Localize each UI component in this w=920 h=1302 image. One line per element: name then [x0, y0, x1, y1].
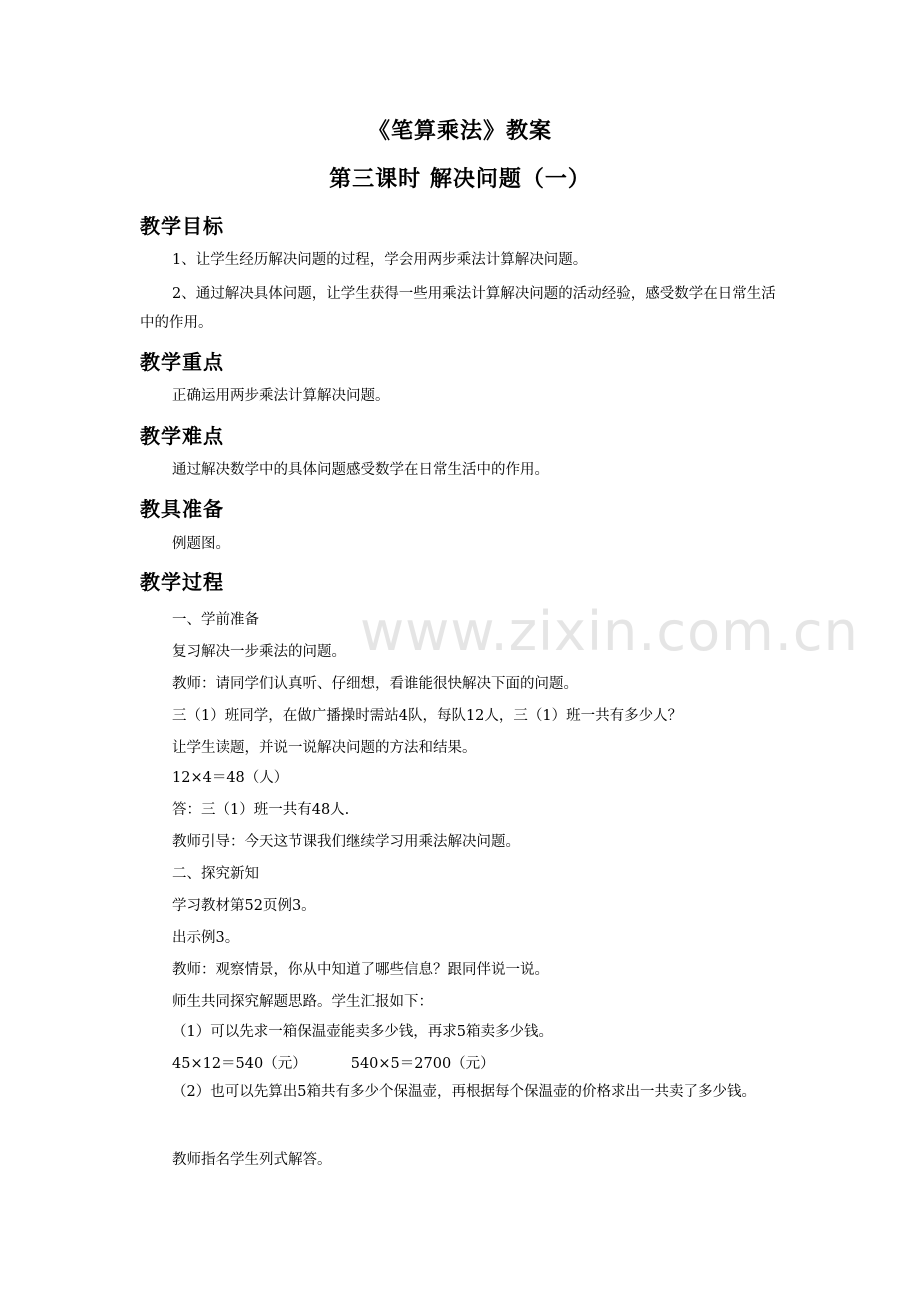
- process-line: 三（1）班同学，在做广播操时需站4队，每队12人，三（1）班一共有多少人？: [172, 708, 683, 724]
- process-line: 答：三（1）班一共有48人.: [172, 802, 350, 818]
- process-line: 教师引导：今天这节课我们继续学习用乘法解决问题。: [172, 834, 520, 850]
- process-line: 一、学前准备: [172, 612, 259, 628]
- watermark-logo: www.zixin.com.cn: [360, 600, 859, 663]
- process-line: 12×4＝48（人）: [172, 770, 289, 786]
- difficult-points-paragraph: 通过解决数学中的具体问题感受数学在日常生活中的作用。: [172, 462, 549, 478]
- teaching-tools-paragraph: 例题图。: [172, 536, 230, 552]
- process-line: 教师：观察情景，你从中知道了哪些信息？跟同伴说一说。: [172, 962, 549, 978]
- goals-paragraph-2: 2、通过解决具体问题，让学生获得一些用乘法计算解决问题的活动经验，感受数学在日常生活中的作用。: [140, 286, 776, 331]
- calculation-b: 540×5＝2700（元）: [350, 1056, 495, 1072]
- key-points-paragraph: 正确运用两步乘法计算解决问题。: [172, 388, 390, 404]
- heading-key-points: 教学重点: [140, 350, 224, 374]
- goals-paragraph-1: 1、让学生经历解决问题的过程，学会用两步乘法计算解决问题。: [172, 252, 588, 268]
- process-line: 学习教材第52页例3。: [172, 898, 316, 914]
- process-line: 出示例3。: [172, 930, 240, 946]
- process-line: 教师：请同学们认真听、仔细想，看谁能很快解决下面的问题。: [172, 676, 578, 692]
- heading-goals: 教学目标: [140, 214, 224, 238]
- heading-difficult-points: 教学难点: [140, 424, 224, 448]
- process-line: 师生共同探究解题思路。学生汇报如下：: [172, 994, 433, 1010]
- heading-teaching-tools: 教具准备: [140, 497, 224, 521]
- doc-title: 《笔算乘法》教案: [367, 118, 552, 144]
- calculation-a: 45×12＝540（元）: [172, 1056, 307, 1072]
- method-two-paragraph: （2）也可以先算出5箱共有多少个保温壶，再根据每个保温壶的价格求出一共卖了多少钱。: [172, 1084, 756, 1100]
- doc-subtitle: 第三课时 解决问题（一）: [329, 166, 591, 192]
- process-line: 让学生读题，并说一说解决问题的方法和结果。: [172, 740, 477, 756]
- process-line: （1）可以先求一箱保温壶能卖多少钱，再求5箱卖多少钱。: [172, 1024, 553, 1040]
- heading-teaching-process: 教学过程: [140, 570, 224, 594]
- calculation-line: [172, 1052, 495, 1073]
- process-line: 复习解决一步乘法的问题。: [172, 644, 346, 660]
- process-line: 二、探究新知: [172, 866, 259, 882]
- process-last-line: 教师指名学生列式解答。: [172, 1152, 332, 1168]
